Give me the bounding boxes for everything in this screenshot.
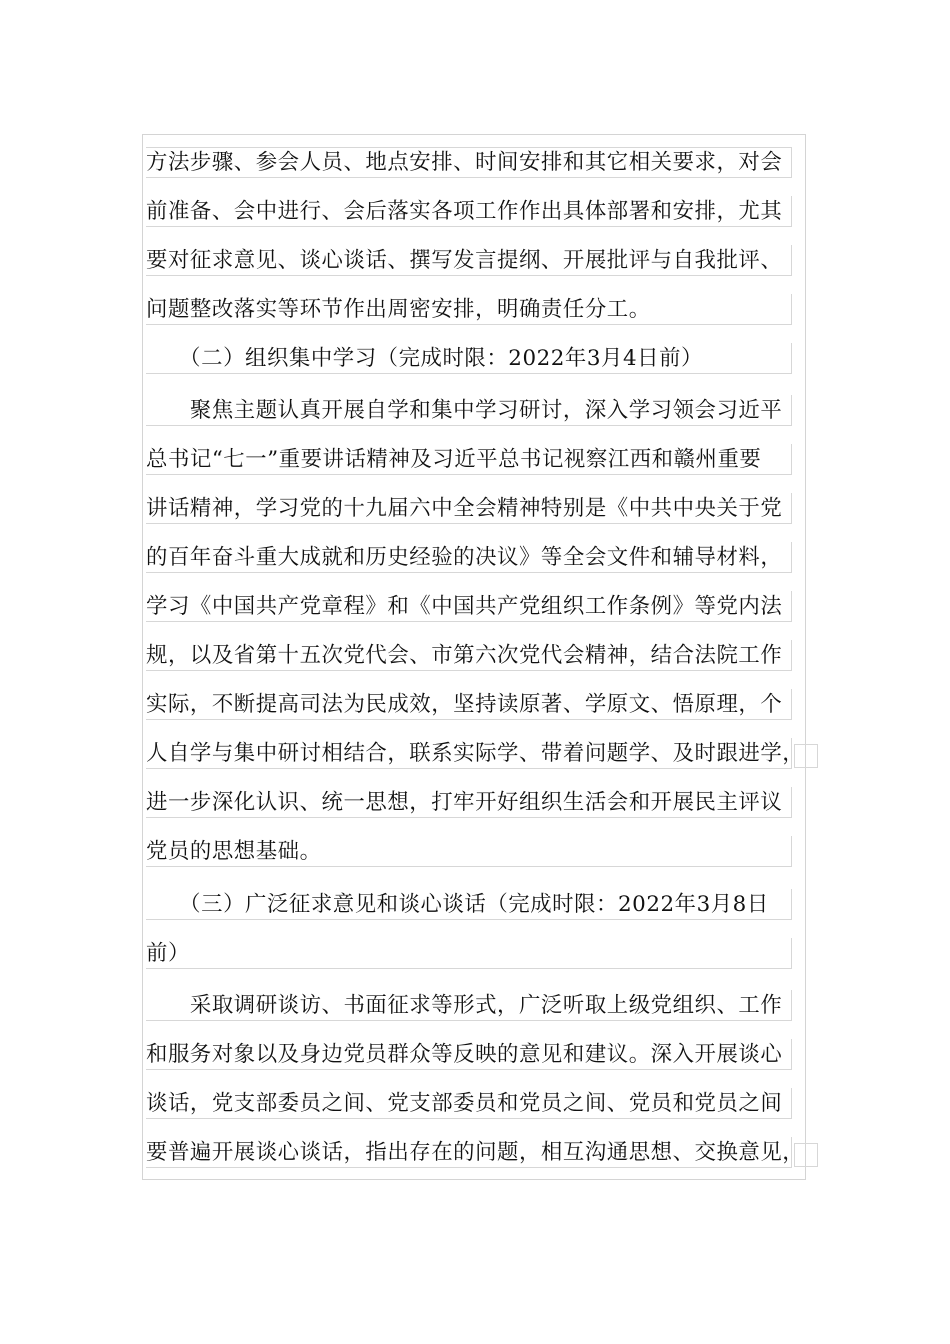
text-line-1: 方法步骤、参会人员、地点安排、时间安排和其它相关要求，对会 — [146, 147, 792, 178]
text-line-17: 前） — [146, 938, 792, 969]
text-line-3: 要对征求意见、谈心谈话、撰写发言提纲、开展批评与自我批评、 — [146, 245, 792, 276]
section-heading-2: （二）组织集中学习（完成时限：2022年3月4日前） — [146, 343, 792, 374]
text-line-8: 讲话精神，学习党的十九届六中全会精神特别是《中共中央关于党 — [146, 493, 792, 524]
text-line-21: 要普遍开展谈心谈话，指出存在的问题，相互沟通思想、交换意见， — [146, 1137, 792, 1168]
section-heading-3: （三）广泛征求意见和谈心谈话（完成时限：2022年3月8日 — [146, 889, 792, 920]
text-line-6: 聚焦主题认真开展自学和集中学习研讨，深入学习领会习近平 — [146, 395, 792, 426]
line-overflow-marker-1 — [794, 744, 818, 768]
text-line-14: 进一步深化认识、统一思想，打牢开好组织生活会和开展民主评议 — [146, 787, 792, 818]
line-overflow-marker-2 — [794, 1143, 818, 1167]
text-line-20: 谈话，党支部委员之间、党支部委员和党员之间、党员和党员之间 — [146, 1088, 792, 1119]
text-line-7: 总书记“七一”重要讲话精神及习近平总书记视察江西和赣州重要 — [146, 444, 792, 475]
text-line-10: 学习《中国共产党章程》和《中国共产党组织工作条例》等党内法 — [146, 591, 792, 622]
text-line-12: 实际，不断提高司法为民成效，坚持读原著、学原文、悟原理，个 — [146, 689, 792, 720]
text-line-18: 采取调研谈访、书面征求等形式，广泛听取上级党组织、工作 — [146, 990, 792, 1021]
text-line-2: 前准备、会中进行、会后落实各项工作作出具体部署和安排，尤其 — [146, 196, 792, 227]
text-line-13: 人自学与集中研讨相结合，联系实际学、带着问题学、及时跟进学， — [146, 738, 792, 769]
text-line-11: 规，以及省第十五次党代会、市第六次党代会精神，结合法院工作 — [146, 640, 792, 671]
text-line-19: 和服务对象以及身边党员群众等反映的意见和建议。深入开展谈心 — [146, 1039, 792, 1070]
text-line-4: 问题整改落实等环节作出周密安排，明确责任分工。 — [146, 294, 792, 325]
text-line-15: 党员的思想基础。 — [146, 836, 792, 867]
text-line-9: 的百年奋斗重大成就和历史经验的决议》等全会文件和辅导材料， — [146, 542, 792, 573]
